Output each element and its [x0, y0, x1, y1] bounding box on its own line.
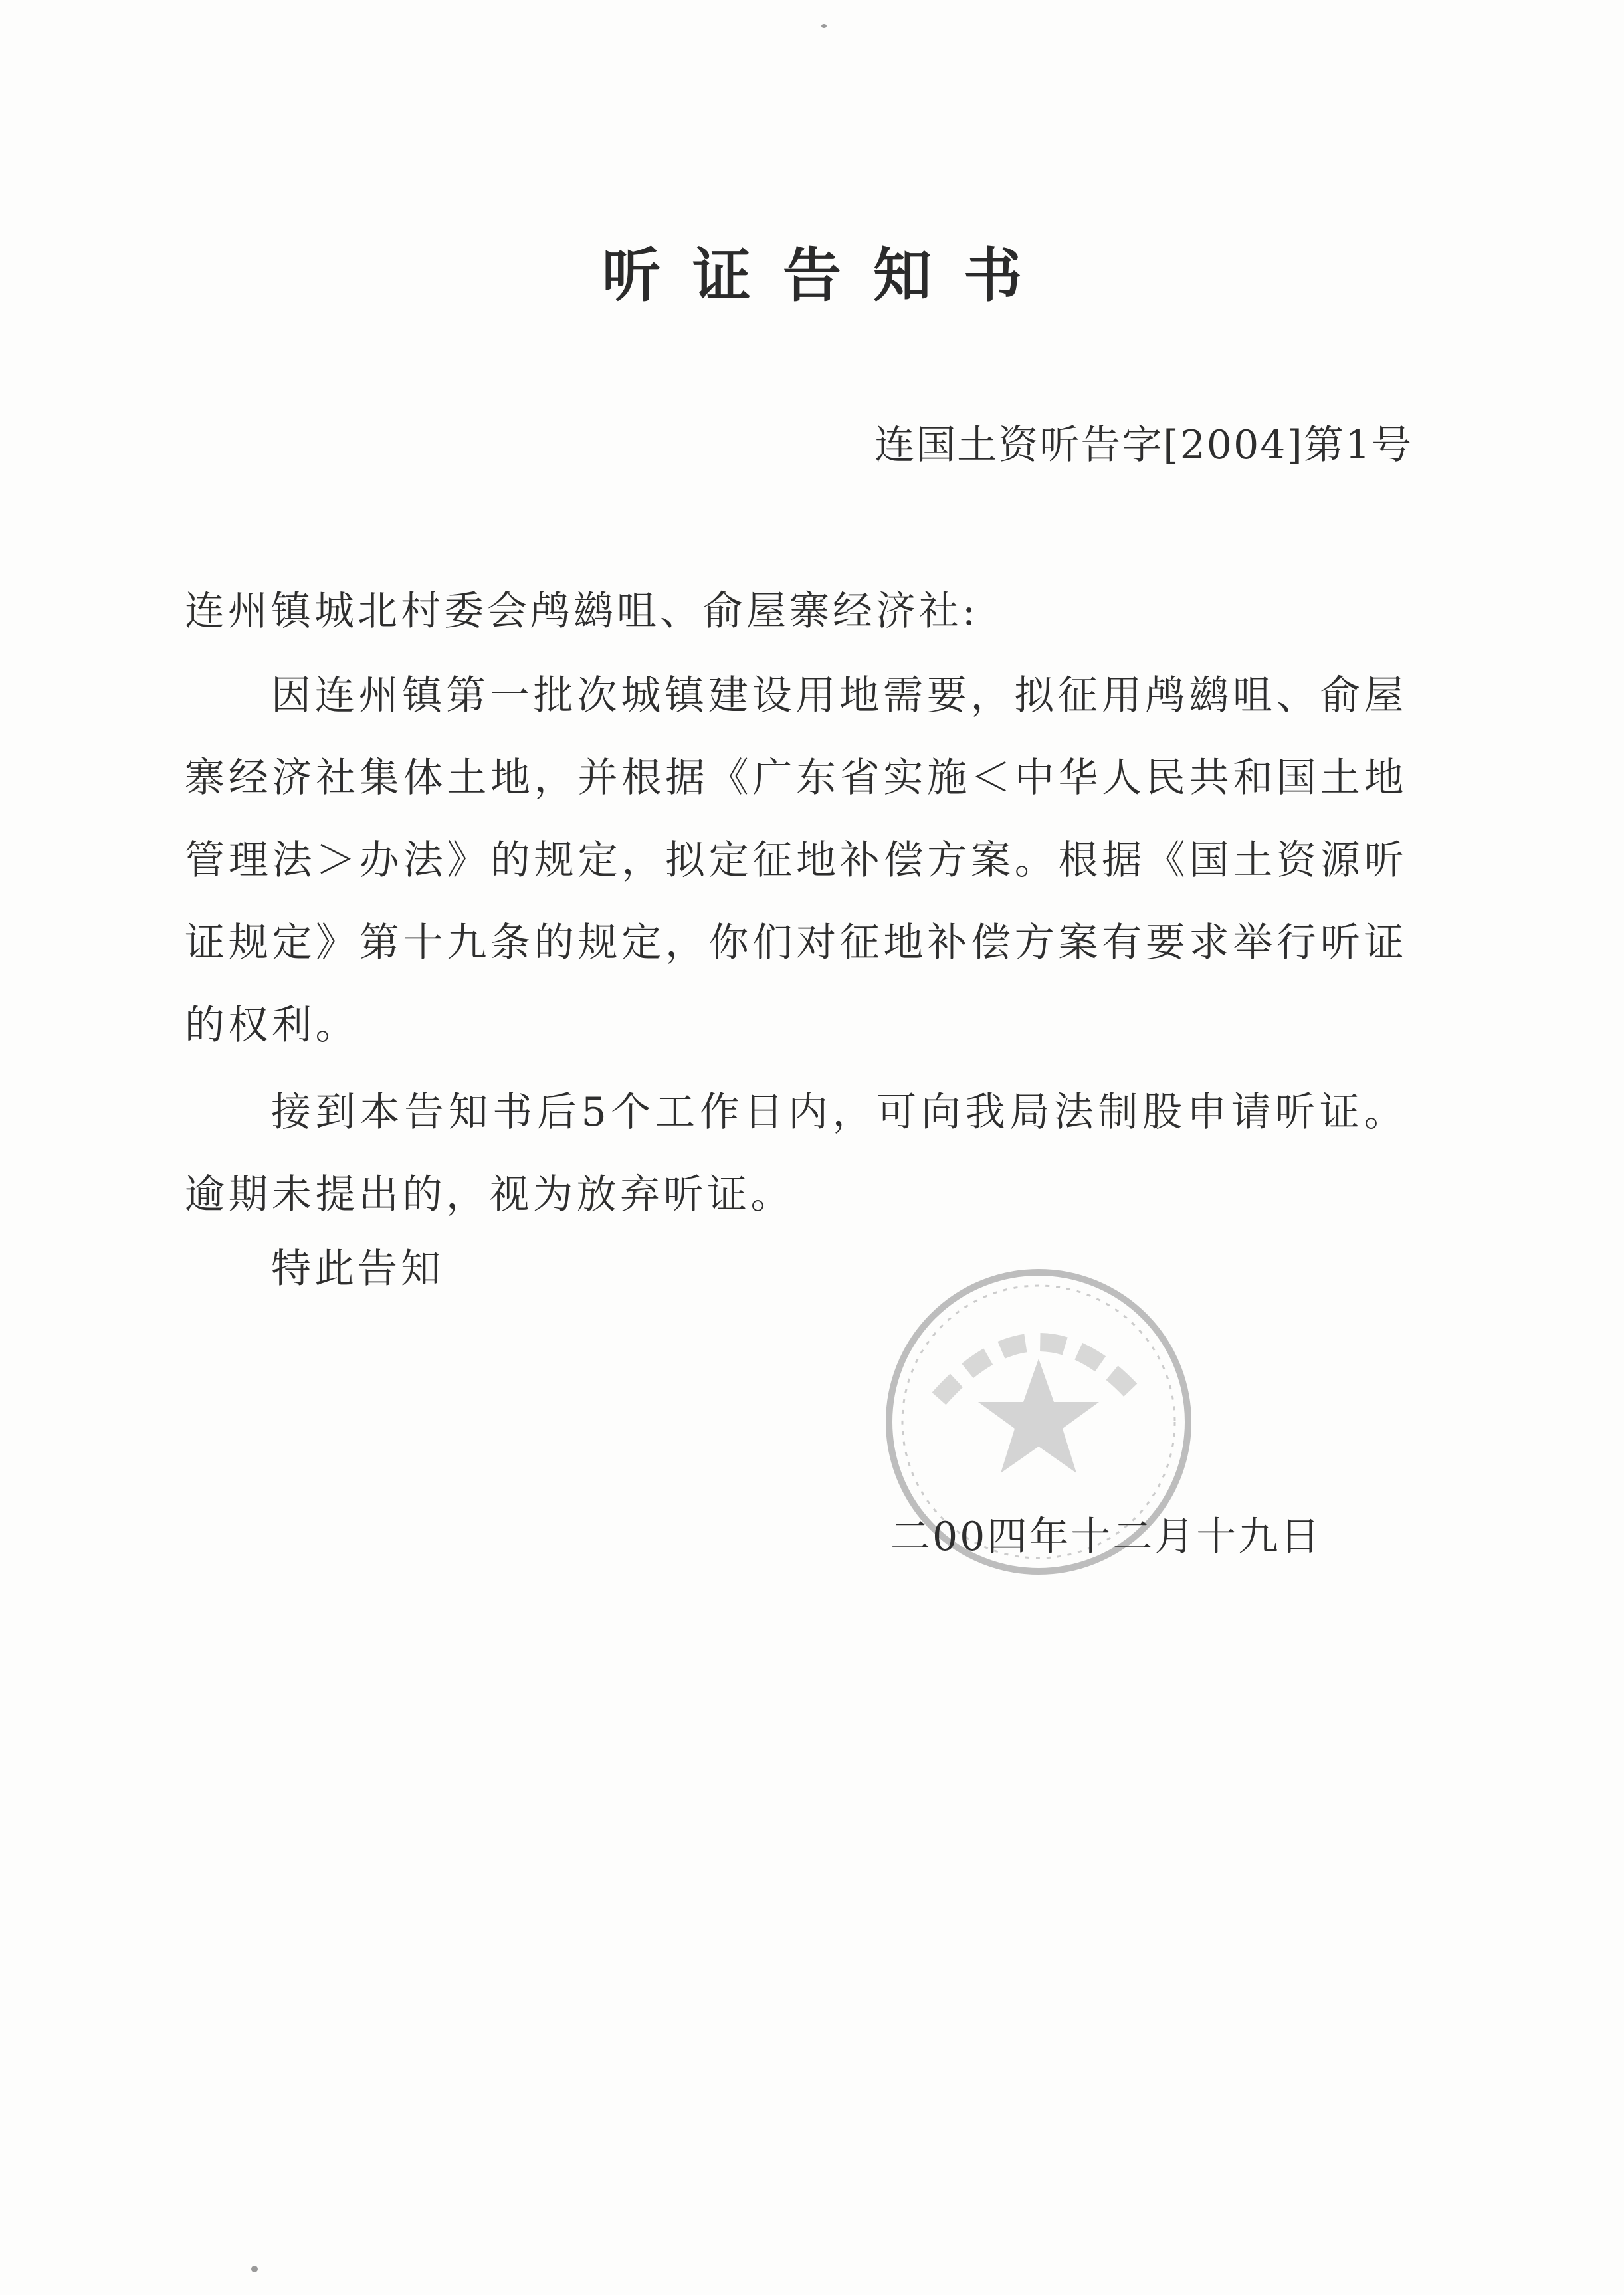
document-date: 二00四年十二月十九日 — [890, 1514, 1322, 1560]
seal-star-icon — [978, 1359, 1099, 1473]
scan-speck — [251, 2266, 258, 2272]
body-paragraph-2: 接到本告知书后5个工作日内，可向我局法制股申请听证。逾期未提出的，视为放弃听证。 — [185, 1089, 1407, 1218]
body-paragraph-1: 因连州镇第一批次城镇建设用地需要，拟征用鸬鹚咀、俞屋寨经济社集体土地，并根据《广东省实施＜中华人民共和国土地管理法＞办法》的规定，拟定征地补偿方案。根据《国土资源听证规定》第十九条的规定，你们对征地补偿方案有要求举行听证的权利。 — [185, 672, 1407, 1048]
document-title: 听证告知书 — [601, 241, 1054, 310]
closing-phrase: 特此告知 — [271, 1246, 444, 1292]
document-number: 连国土资听告字[2004]第1号 — [874, 422, 1413, 468]
addressee: 连州镇城北村委会鸬鹚咀、俞屋寨经济社: — [185, 588, 979, 635]
scan-speck — [821, 24, 827, 28]
